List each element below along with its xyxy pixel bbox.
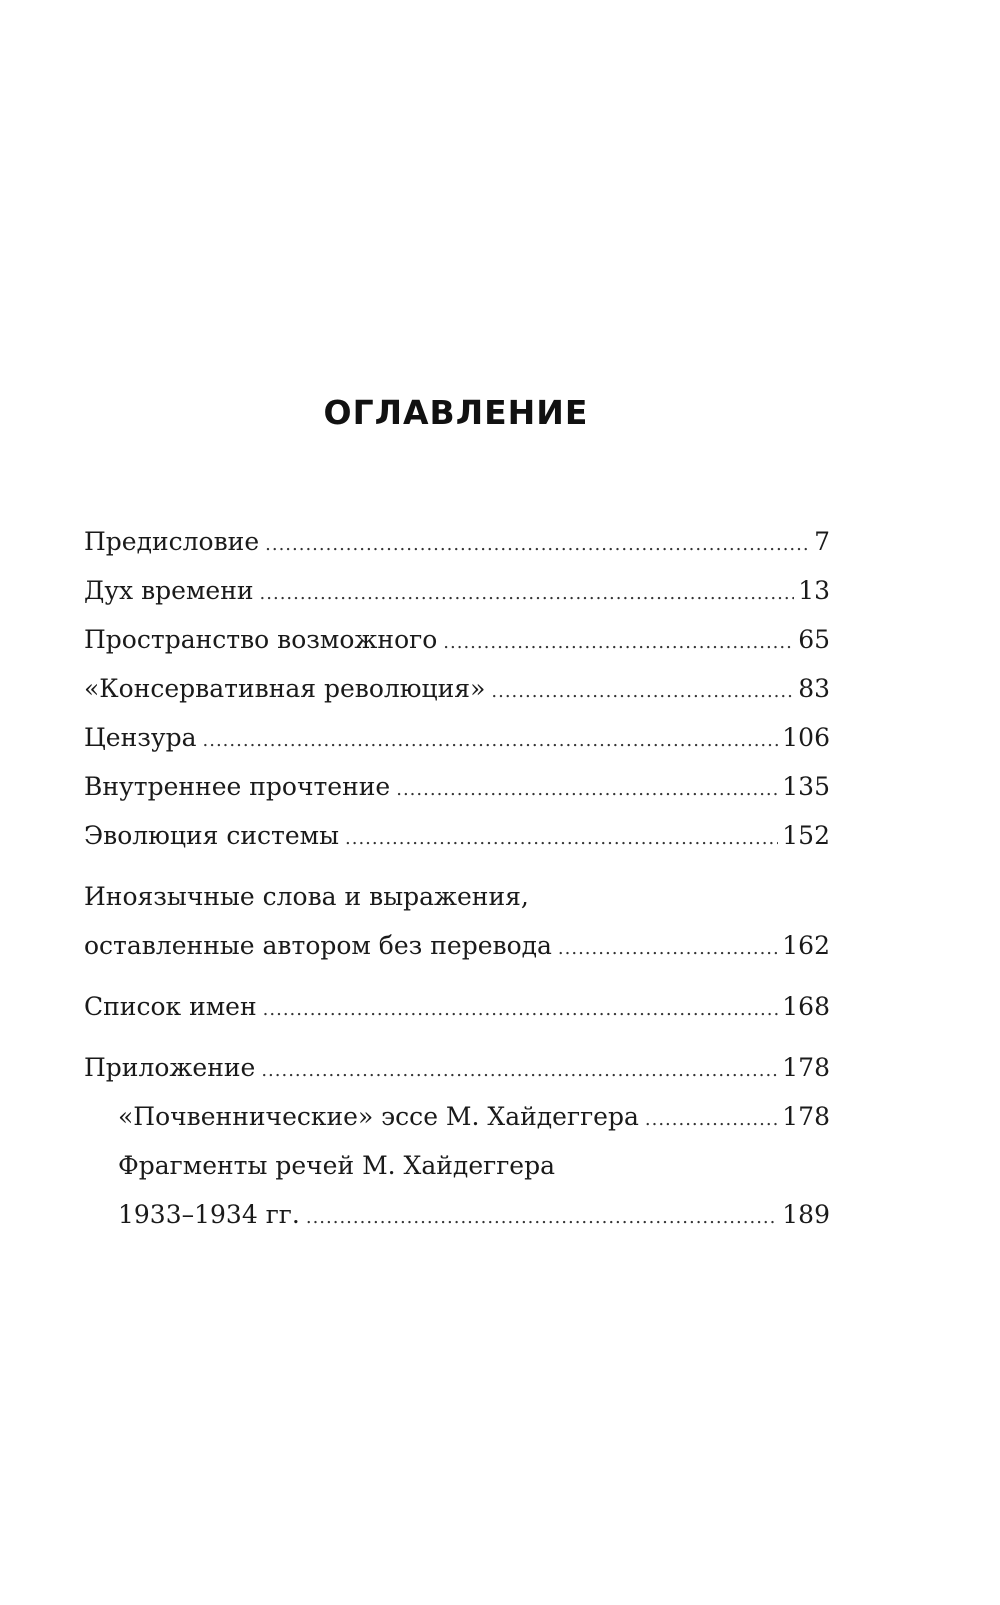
- toc-entry-label: «Консервативная революция»: [84, 674, 486, 703]
- toc-entry-label: Иноязычные слова и выражения,: [84, 882, 529, 911]
- toc-entry-label: оставленные автором без перевода: [84, 931, 552, 960]
- dot-leader: [558, 930, 778, 967]
- toc-entry-page: 135: [782, 772, 830, 801]
- toc-entry-heidegger-speeches-line2: [84, 1196, 830, 1233]
- toc-entry-label: Приложение: [84, 1053, 256, 1082]
- page-title: ОГЛАВЛЕНИЕ: [323, 393, 589, 432]
- toc-entry-space-of-possibles: [84, 621, 830, 658]
- dot-leader: [345, 820, 778, 857]
- dot-leader: [306, 1199, 778, 1236]
- toc-entry-zeitgeist: [84, 572, 830, 609]
- toc-entry-label: Цензура: [84, 723, 197, 752]
- dot-leader: [260, 575, 795, 612]
- toc-entry-label: Внутреннее прочтение: [84, 772, 391, 801]
- toc-entry-page: 83: [798, 674, 830, 703]
- toc-entry-heidegger-essays: [84, 1098, 830, 1135]
- toc-entry-heidegger-speeches-line1: [84, 1147, 830, 1184]
- toc-entry-page: 106: [782, 723, 830, 752]
- dot-leader: [491, 673, 794, 710]
- toc-entry-preface: [84, 523, 830, 560]
- table-of-contents: [84, 523, 830, 1245]
- toc-entry-system-evolution: [84, 817, 830, 854]
- dot-leader: [261, 1052, 778, 1089]
- dot-leader: [396, 771, 778, 808]
- toc-entry-appendix: [84, 1049, 830, 1086]
- toc-entry-label: Список имен: [84, 992, 257, 1021]
- dot-leader: [265, 526, 810, 563]
- dot-leader: [443, 624, 794, 661]
- toc-entry-page: 168: [782, 992, 830, 1021]
- toc-entry-foreign-words-line2: [84, 927, 830, 964]
- toc-entry-label: Пространство возможного: [84, 625, 438, 654]
- toc-entry-foreign-words-line1: [84, 878, 830, 915]
- toc-entry-label: «Почвеннические» эссе М. Хайдеггера: [118, 1102, 639, 1131]
- toc-entry-page: 189: [782, 1200, 830, 1229]
- toc-entry-page: 162: [782, 931, 830, 960]
- toc-entry-conservative-revolution: [84, 670, 830, 707]
- toc-entry-label: Предисловие: [84, 527, 260, 556]
- toc-entry-index-of-names: [84, 988, 830, 1025]
- toc-entry-page: 152: [782, 821, 830, 850]
- toc-entry-label: 1933–1934 гг.: [118, 1200, 300, 1229]
- toc-entry-page: 178: [782, 1053, 830, 1082]
- toc-entry-censorship: [84, 719, 830, 756]
- toc-entry-page: 65: [798, 625, 830, 654]
- dot-leader: [645, 1101, 778, 1138]
- dot-leader: [203, 722, 779, 759]
- toc-entry-page: 178: [782, 1102, 830, 1131]
- toc-entry-label: Фрагменты речей М. Хайдеггера: [118, 1151, 556, 1180]
- toc-entry-page: 13: [798, 576, 830, 605]
- toc-entry-label: Дух времени: [84, 576, 254, 605]
- toc-entry-label: Эволюция системы: [84, 821, 339, 850]
- toc-entry-internal-reading: [84, 768, 830, 805]
- dot-leader: [263, 991, 779, 1028]
- toc-entry-page: 7: [814, 527, 830, 556]
